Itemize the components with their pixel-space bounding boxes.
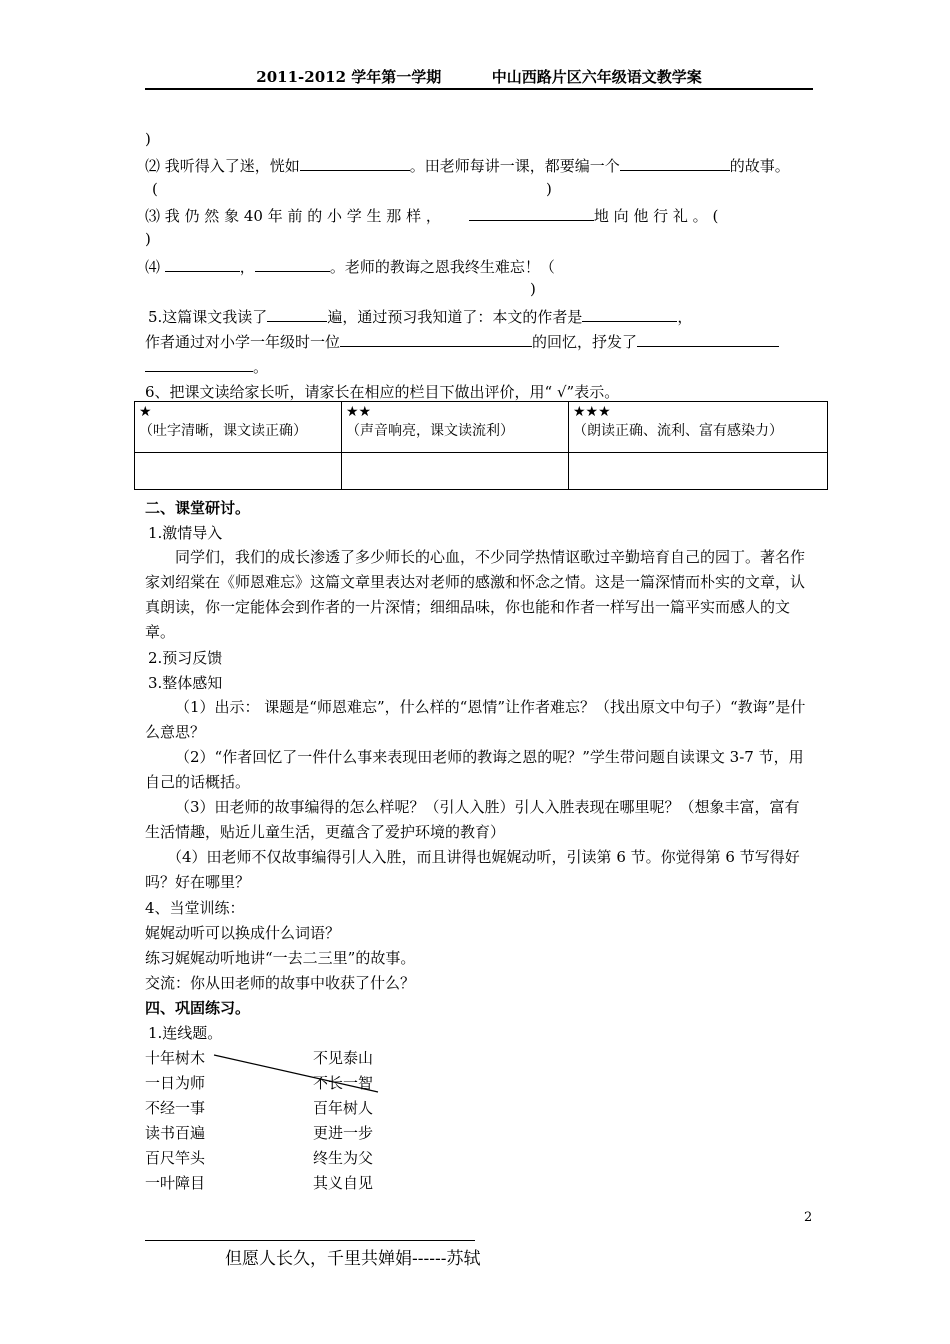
section-2-p4: （4）田老师不仅故事编得引人入胜，而且讲得也娓娓动听，引读第 6 节。你觉得第 6 节写得好吗？好在哪里？ bbox=[145, 848, 800, 891]
training-3: 交流：你从田老师的故事中收获了什么？ bbox=[145, 974, 416, 992]
match-left-item[interactable]: 百尺竿头 bbox=[145, 1149, 206, 1167]
match-left-item[interactable]: 不经一事 bbox=[145, 1099, 206, 1117]
section-2-p1: （1）出示： 课题是“师恩难忘”，什么样的“恩情”让作者难忘？（找出原文中句子）“教诲”是什么意思？ bbox=[145, 698, 806, 741]
header-title: 中山西路片区六年级语文教学案 bbox=[491, 68, 702, 86]
match-right-item[interactable]: 不长一智 bbox=[313, 1074, 374, 1092]
section-2-p2: （2）“作者回忆了一件什么事来表现田老师的教诲之恩的呢？”学生带问题自读课文 3-7 节，用自己的话概括。 bbox=[145, 748, 804, 791]
match-right-item[interactable]: 其义自见 bbox=[313, 1174, 374, 1192]
match-left-item[interactable]: 一叶障目 bbox=[145, 1174, 206, 1192]
eval-col-3: ★★★ （朗读正确、流利、富有感染力） bbox=[569, 402, 828, 453]
question-5-line-2: 作者通过对小学一年级时一位 的回忆，抒发了 bbox=[145, 331, 779, 352]
section-2-item-1: 1.激情导入 bbox=[148, 524, 223, 542]
section-4-title: 四、巩固练习。 bbox=[145, 999, 251, 1017]
q2-paren-open: ( bbox=[152, 180, 158, 198]
question-3: ⑶ 我 仍 然 象 40 年 前 的 小 学 生 那 样 ， 地 向 他 行 礼 。 ( bbox=[145, 207, 719, 225]
matching-connector-line bbox=[214, 1055, 378, 1092]
question-6: 6、把课文读给家长听，请家长在相应的栏目下做出评价，用“ √”表示。 bbox=[145, 383, 620, 401]
paren-close: ) bbox=[145, 130, 151, 148]
question-5-line-3: 。 bbox=[145, 356, 268, 377]
section-2-item-4: 4、当堂训练： bbox=[145, 899, 245, 917]
section-2-intro: 同学们，我们的成长渗透了多少师长的心血，不少同学热情讴歌过辛勤培育自己的园丁。著名作家刘绍棠在《师恩难忘》这篇文章里表达对老师的感激和怀念之情。这是一篇深情而朴实的文章，认真朗读，你一定能体会到作者的一片深情；细细品味，你也能和作者一样写出一篇平实而感人的文章。 bbox=[145, 548, 806, 641]
match-left-item[interactable]: 十年树木 bbox=[145, 1049, 206, 1067]
footer-divider bbox=[145, 1240, 475, 1241]
q2-paren-close: ) bbox=[546, 180, 552, 198]
section-2-p3: （3）田老师的故事编得的怎么样呢？（引人入胜）引人入胜表现在哪里呢？（想象丰富，富有生活情趣，贴近儿童生活，更蕴含了爱护环境的教育） bbox=[145, 798, 800, 841]
training-1: 娓娓动听可以换成什么词语？ bbox=[145, 924, 341, 942]
eval-col-1: ★ （吐字清晰，课文读正确） bbox=[135, 402, 342, 453]
section-2-item-2: 2.预习反馈 bbox=[148, 649, 223, 667]
match-left-item[interactable]: 读书百遍 bbox=[145, 1124, 206, 1142]
match-right-item[interactable]: 终生为父 bbox=[313, 1149, 374, 1167]
eval-col-2: ★★ （声音响亮，课文读流利） bbox=[342, 402, 569, 453]
question-4: ⑷ ， 。老师的教诲之恩我终生难忘！（ bbox=[145, 258, 555, 276]
match-right-item[interactable]: 百年树人 bbox=[313, 1099, 374, 1117]
match-left-item[interactable]: 一日为师 bbox=[145, 1074, 206, 1092]
question-2: ⑵ 我听得入了迷，恍如 。田老师每讲一课，都要编一个 的故事。 bbox=[145, 157, 790, 175]
footer-quote: 但愿人长久，千里共婵娟------苏轼 bbox=[225, 1249, 481, 1269]
section-4-item-1: 1.连线题。 bbox=[148, 1024, 223, 1042]
q4-paren-close: ) bbox=[530, 280, 536, 298]
q3-paren-close: ) bbox=[145, 230, 151, 248]
header-term: 2011-2012 学年第一学期 bbox=[256, 68, 442, 86]
match-right-item[interactable]: 更进一步 bbox=[313, 1124, 374, 1142]
section-2-item-3: 3.整体感知 bbox=[148, 674, 223, 692]
question-5-line-1: 5.这篇课文我读了 遍，通过预习我知道了：本文的作者是 ， bbox=[148, 308, 693, 326]
page-number: 2 bbox=[804, 1210, 813, 1225]
section-2-title: 二、课堂研讨。 bbox=[145, 499, 251, 517]
training-2: 练习娓娓动听地讲“一去二三里”的故事。 bbox=[145, 949, 416, 967]
match-right-item[interactable]: 不见泰山 bbox=[313, 1049, 374, 1067]
